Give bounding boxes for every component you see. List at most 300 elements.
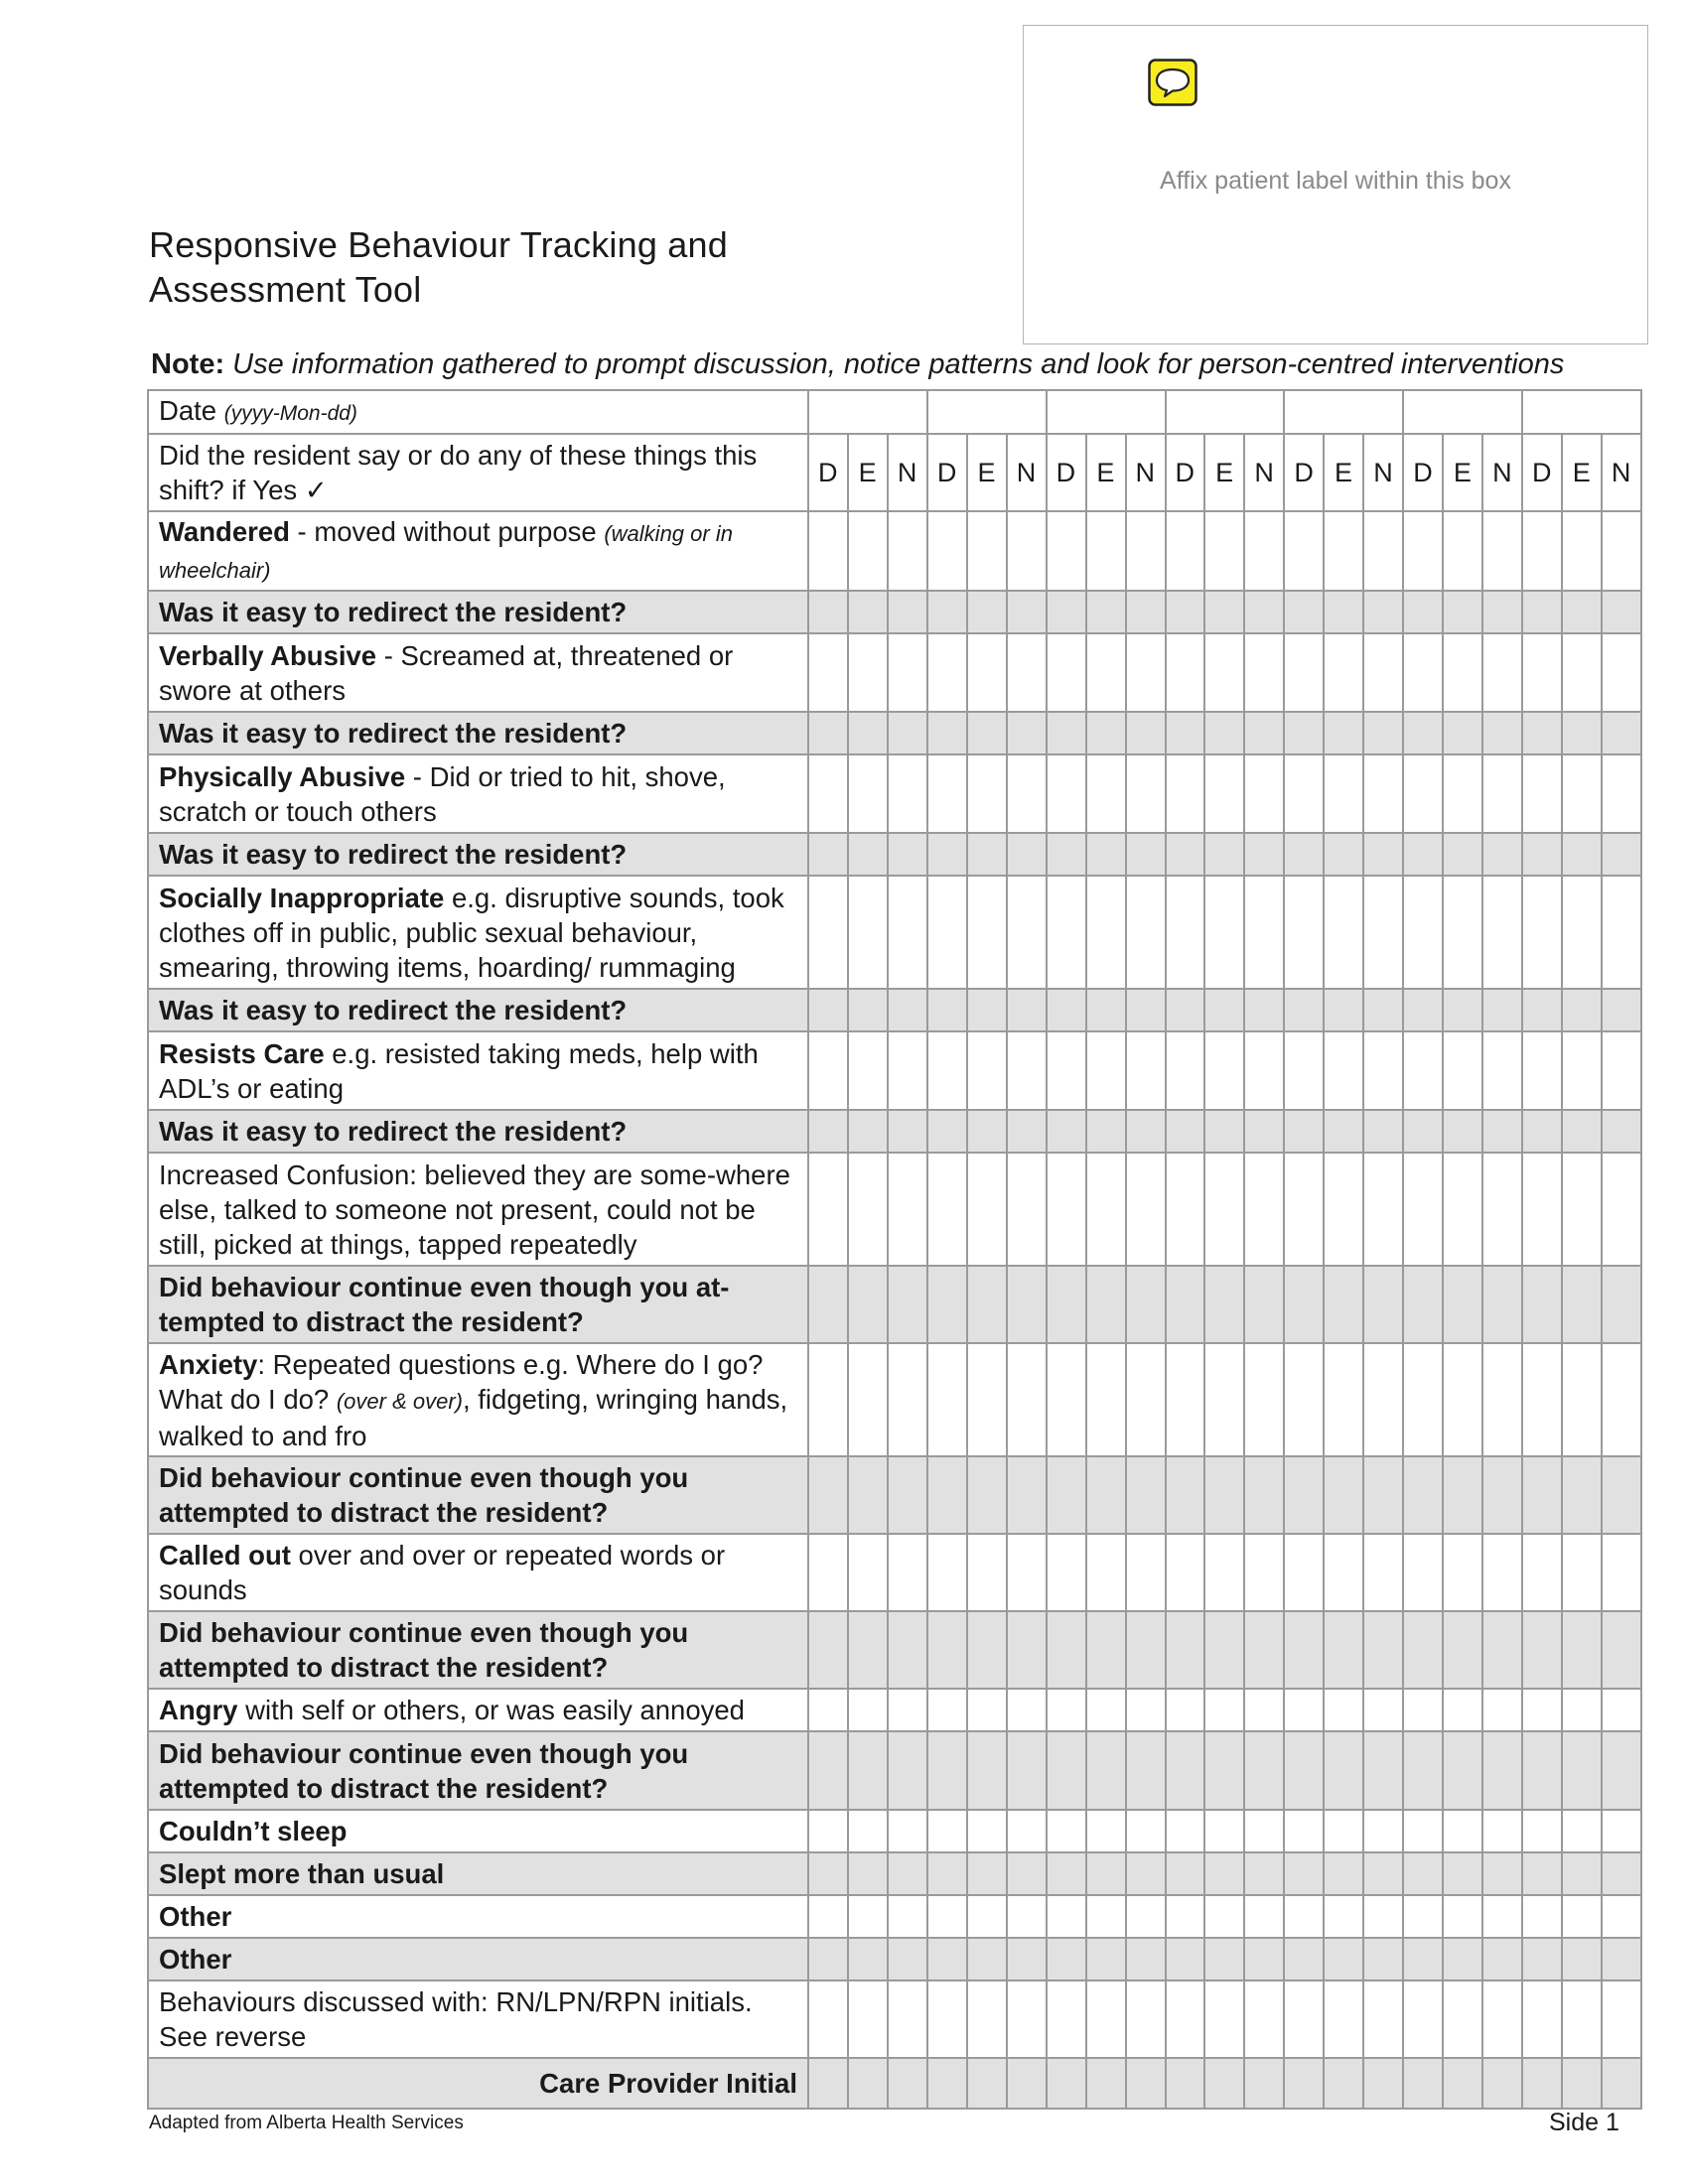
check-cell[interactable] bbox=[1244, 1895, 1284, 1938]
check-cell[interactable] bbox=[1324, 833, 1363, 876]
check-cell[interactable] bbox=[1126, 1266, 1166, 1343]
check-cell[interactable] bbox=[888, 1343, 927, 1456]
check-cell[interactable] bbox=[1086, 1611, 1126, 1689]
check-cell[interactable] bbox=[1086, 1938, 1126, 1980]
check-cell[interactable] bbox=[1284, 633, 1324, 712]
check-cell[interactable] bbox=[1204, 876, 1244, 989]
check-cell[interactable] bbox=[848, 1689, 888, 1731]
check-cell[interactable] bbox=[1482, 1731, 1522, 1810]
check-cell[interactable] bbox=[1602, 591, 1641, 633]
check-cell[interactable] bbox=[1166, 754, 1205, 833]
check-cell[interactable] bbox=[1324, 1456, 1363, 1534]
check-cell[interactable] bbox=[1602, 1456, 1641, 1534]
check-cell[interactable] bbox=[1086, 989, 1126, 1031]
check-cell[interactable] bbox=[1204, 591, 1244, 633]
check-cell[interactable] bbox=[888, 754, 927, 833]
check-cell[interactable] bbox=[808, 1938, 848, 1980]
check-cell[interactable] bbox=[1166, 1456, 1205, 1534]
check-cell[interactable] bbox=[888, 511, 927, 591]
check-cell[interactable] bbox=[1522, 1153, 1562, 1266]
check-cell[interactable] bbox=[1443, 591, 1482, 633]
check-cell[interactable] bbox=[1244, 633, 1284, 712]
check-cell[interactable] bbox=[1562, 1810, 1602, 1852]
check-cell[interactable] bbox=[808, 511, 848, 591]
check-cell[interactable] bbox=[1443, 1110, 1482, 1153]
check-cell[interactable] bbox=[1602, 1731, 1641, 1810]
check-cell[interactable] bbox=[967, 2058, 1007, 2109]
check-cell[interactable] bbox=[1166, 2058, 1205, 2109]
check-cell[interactable] bbox=[1047, 1534, 1086, 1611]
check-cell[interactable] bbox=[1324, 712, 1363, 754]
check-cell[interactable] bbox=[888, 1689, 927, 1731]
check-cell[interactable] bbox=[1166, 876, 1205, 989]
check-cell[interactable] bbox=[888, 876, 927, 989]
check-cell[interactable] bbox=[1482, 1456, 1522, 1534]
check-cell[interactable] bbox=[1363, 876, 1403, 989]
check-cell[interactable] bbox=[1363, 1153, 1403, 1266]
check-cell[interactable] bbox=[1204, 1031, 1244, 1110]
check-cell[interactable] bbox=[1126, 511, 1166, 591]
check-cell[interactable] bbox=[1443, 1852, 1482, 1895]
check-cell[interactable] bbox=[1482, 1153, 1522, 1266]
check-cell[interactable] bbox=[1324, 1153, 1363, 1266]
check-cell[interactable] bbox=[1086, 511, 1126, 591]
check-cell[interactable] bbox=[1482, 1110, 1522, 1153]
check-cell[interactable] bbox=[1007, 1343, 1047, 1456]
check-cell[interactable] bbox=[808, 1110, 848, 1153]
check-cell[interactable] bbox=[1324, 511, 1363, 591]
check-cell[interactable] bbox=[1244, 1731, 1284, 1810]
check-cell[interactable] bbox=[1324, 1110, 1363, 1153]
check-cell[interactable] bbox=[888, 633, 927, 712]
check-cell[interactable] bbox=[1522, 876, 1562, 989]
check-cell[interactable] bbox=[1363, 1810, 1403, 1852]
check-cell[interactable] bbox=[1522, 1731, 1562, 1810]
check-cell[interactable] bbox=[1284, 1153, 1324, 1266]
check-cell[interactable] bbox=[1602, 989, 1641, 1031]
check-cell[interactable] bbox=[927, 1031, 967, 1110]
check-cell[interactable] bbox=[1086, 1895, 1126, 1938]
check-cell[interactable] bbox=[1244, 1689, 1284, 1731]
check-cell[interactable] bbox=[1086, 1031, 1126, 1110]
check-cell[interactable] bbox=[1522, 1852, 1562, 1895]
check-cell[interactable] bbox=[1047, 1456, 1086, 1534]
check-cell[interactable] bbox=[1602, 2058, 1641, 2109]
check-cell[interactable] bbox=[1482, 591, 1522, 633]
check-cell[interactable] bbox=[1403, 633, 1443, 712]
check-cell[interactable] bbox=[1363, 1895, 1403, 1938]
check-cell[interactable] bbox=[967, 1895, 1007, 1938]
check-cell[interactable] bbox=[1363, 1456, 1403, 1534]
check-cell[interactable] bbox=[1126, 1611, 1166, 1689]
check-cell[interactable] bbox=[1086, 1110, 1126, 1153]
check-cell[interactable] bbox=[1166, 1689, 1205, 1731]
check-cell[interactable] bbox=[1363, 1689, 1403, 1731]
check-cell[interactable] bbox=[967, 1031, 1007, 1110]
check-cell[interactable] bbox=[1482, 1852, 1522, 1895]
check-cell[interactable] bbox=[1126, 591, 1166, 633]
check-cell[interactable] bbox=[967, 876, 1007, 989]
check-cell[interactable] bbox=[848, 1456, 888, 1534]
check-cell[interactable] bbox=[1602, 712, 1641, 754]
check-cell[interactable] bbox=[927, 591, 967, 633]
check-cell[interactable] bbox=[927, 754, 967, 833]
check-cell[interactable] bbox=[1166, 712, 1205, 754]
check-cell[interactable] bbox=[1403, 511, 1443, 591]
check-cell[interactable] bbox=[1086, 712, 1126, 754]
check-cell[interactable] bbox=[1204, 1938, 1244, 1980]
check-cell[interactable] bbox=[967, 1266, 1007, 1343]
check-cell[interactable] bbox=[808, 591, 848, 633]
check-cell[interactable] bbox=[967, 1343, 1007, 1456]
check-cell[interactable] bbox=[808, 1343, 848, 1456]
check-cell[interactable] bbox=[848, 712, 888, 754]
check-cell[interactable] bbox=[1126, 1731, 1166, 1810]
check-cell[interactable] bbox=[1562, 989, 1602, 1031]
check-cell[interactable] bbox=[1007, 1110, 1047, 1153]
check-cell[interactable] bbox=[927, 2058, 967, 2109]
check-cell[interactable] bbox=[1047, 712, 1086, 754]
check-cell[interactable] bbox=[1443, 876, 1482, 989]
check-cell[interactable] bbox=[1562, 712, 1602, 754]
check-cell[interactable] bbox=[967, 1689, 1007, 1731]
check-cell[interactable] bbox=[927, 1810, 967, 1852]
check-cell[interactable] bbox=[1443, 1731, 1482, 1810]
check-cell[interactable] bbox=[1007, 989, 1047, 1031]
check-cell[interactable] bbox=[1166, 1611, 1205, 1689]
check-cell[interactable] bbox=[1324, 1534, 1363, 1611]
check-cell[interactable] bbox=[1324, 1731, 1363, 1810]
check-cell[interactable] bbox=[927, 1980, 967, 2058]
check-cell[interactable] bbox=[1204, 989, 1244, 1031]
check-cell[interactable] bbox=[1284, 1810, 1324, 1852]
check-cell[interactable] bbox=[1244, 1852, 1284, 1895]
check-cell[interactable] bbox=[1443, 1343, 1482, 1456]
check-cell[interactable] bbox=[1443, 633, 1482, 712]
check-cell[interactable] bbox=[1244, 1456, 1284, 1534]
check-cell[interactable] bbox=[1284, 876, 1324, 989]
check-cell[interactable] bbox=[1086, 1810, 1126, 1852]
check-cell[interactable] bbox=[1403, 754, 1443, 833]
check-cell[interactable] bbox=[848, 1110, 888, 1153]
check-cell[interactable] bbox=[1244, 1611, 1284, 1689]
check-cell[interactable] bbox=[1086, 1343, 1126, 1456]
check-cell[interactable] bbox=[1482, 1895, 1522, 1938]
check-cell[interactable] bbox=[1602, 1153, 1641, 1266]
check-cell[interactable] bbox=[808, 876, 848, 989]
check-cell[interactable] bbox=[1403, 712, 1443, 754]
check-cell[interactable] bbox=[848, 1938, 888, 1980]
check-cell[interactable] bbox=[1443, 754, 1482, 833]
check-cell[interactable] bbox=[888, 1810, 927, 1852]
check-cell[interactable] bbox=[1284, 754, 1324, 833]
check-cell[interactable] bbox=[927, 876, 967, 989]
check-cell[interactable] bbox=[967, 1456, 1007, 1534]
check-cell[interactable] bbox=[848, 833, 888, 876]
check-cell[interactable] bbox=[1482, 511, 1522, 591]
check-cell[interactable] bbox=[1403, 1031, 1443, 1110]
check-cell[interactable] bbox=[1403, 1343, 1443, 1456]
check-cell[interactable] bbox=[1007, 1689, 1047, 1731]
check-cell[interactable] bbox=[1324, 1852, 1363, 1895]
check-cell[interactable] bbox=[888, 1153, 927, 1266]
check-cell[interactable] bbox=[1602, 1343, 1641, 1456]
check-cell[interactable] bbox=[1522, 833, 1562, 876]
check-cell[interactable] bbox=[1244, 1980, 1284, 2058]
check-cell[interactable] bbox=[1047, 1611, 1086, 1689]
check-cell[interactable] bbox=[967, 1534, 1007, 1611]
check-cell[interactable] bbox=[1244, 1031, 1284, 1110]
check-cell[interactable] bbox=[1482, 1980, 1522, 2058]
check-cell[interactable] bbox=[1522, 1110, 1562, 1153]
check-cell[interactable] bbox=[1086, 754, 1126, 833]
check-cell[interactable] bbox=[1324, 754, 1363, 833]
check-cell[interactable] bbox=[1007, 833, 1047, 876]
check-cell[interactable] bbox=[1126, 1852, 1166, 1895]
check-cell[interactable] bbox=[1403, 833, 1443, 876]
check-cell[interactable] bbox=[848, 633, 888, 712]
check-cell[interactable] bbox=[1086, 876, 1126, 989]
check-cell[interactable] bbox=[848, 1031, 888, 1110]
check-cell[interactable] bbox=[848, 1980, 888, 2058]
check-cell[interactable] bbox=[967, 511, 1007, 591]
check-cell[interactable] bbox=[1047, 1689, 1086, 1731]
check-cell[interactable] bbox=[927, 989, 967, 1031]
check-cell[interactable] bbox=[888, 591, 927, 633]
check-cell[interactable] bbox=[1522, 1456, 1562, 1534]
check-cell[interactable] bbox=[1244, 1938, 1284, 1980]
check-cell[interactable] bbox=[1482, 1611, 1522, 1689]
check-cell[interactable] bbox=[1602, 1938, 1641, 1980]
check-cell[interactable] bbox=[1204, 712, 1244, 754]
check-cell[interactable] bbox=[967, 1731, 1007, 1810]
check-cell[interactable] bbox=[1324, 1895, 1363, 1938]
check-cell[interactable] bbox=[1602, 876, 1641, 989]
check-cell[interactable] bbox=[1166, 1534, 1205, 1611]
check-cell[interactable] bbox=[1482, 2058, 1522, 2109]
check-cell[interactable] bbox=[1086, 1534, 1126, 1611]
check-cell[interactable] bbox=[1284, 1343, 1324, 1456]
check-cell[interactable] bbox=[1047, 591, 1086, 633]
check-cell[interactable] bbox=[1324, 989, 1363, 1031]
check-cell[interactable] bbox=[1086, 633, 1126, 712]
check-cell[interactable] bbox=[1047, 2058, 1086, 2109]
date-entry-cell[interactable] bbox=[1403, 390, 1522, 434]
check-cell[interactable] bbox=[1204, 1895, 1244, 1938]
check-cell[interactable] bbox=[1126, 989, 1166, 1031]
check-cell[interactable] bbox=[927, 1153, 967, 1266]
check-cell[interactable] bbox=[1363, 591, 1403, 633]
check-cell[interactable] bbox=[1166, 1810, 1205, 1852]
check-cell[interactable] bbox=[808, 754, 848, 833]
check-cell[interactable] bbox=[888, 833, 927, 876]
check-cell[interactable] bbox=[1562, 1031, 1602, 1110]
check-cell[interactable] bbox=[1403, 1266, 1443, 1343]
check-cell[interactable] bbox=[927, 1852, 967, 1895]
check-cell[interactable] bbox=[848, 1611, 888, 1689]
check-cell[interactable] bbox=[1086, 1153, 1126, 1266]
check-cell[interactable] bbox=[848, 1810, 888, 1852]
check-cell[interactable] bbox=[1086, 1852, 1126, 1895]
check-cell[interactable] bbox=[967, 1110, 1007, 1153]
check-cell[interactable] bbox=[1443, 1689, 1482, 1731]
check-cell[interactable] bbox=[1204, 1110, 1244, 1153]
check-cell[interactable] bbox=[1403, 1731, 1443, 1810]
check-cell[interactable] bbox=[1126, 1343, 1166, 1456]
check-cell[interactable] bbox=[1403, 1895, 1443, 1938]
date-entry-cell[interactable] bbox=[1047, 390, 1166, 434]
check-cell[interactable] bbox=[1562, 1731, 1602, 1810]
check-cell[interactable] bbox=[1126, 1031, 1166, 1110]
check-cell[interactable] bbox=[1522, 1534, 1562, 1611]
check-cell[interactable] bbox=[1007, 1611, 1047, 1689]
check-cell[interactable] bbox=[1602, 1980, 1641, 2058]
check-cell[interactable] bbox=[1522, 633, 1562, 712]
check-cell[interactable] bbox=[1284, 1895, 1324, 1938]
check-cell[interactable] bbox=[1482, 1343, 1522, 1456]
check-cell[interactable] bbox=[1166, 633, 1205, 712]
check-cell[interactable] bbox=[1363, 1852, 1403, 1895]
check-cell[interactable] bbox=[1562, 754, 1602, 833]
check-cell[interactable] bbox=[1284, 833, 1324, 876]
check-cell[interactable] bbox=[1166, 511, 1205, 591]
check-cell[interactable] bbox=[1562, 511, 1602, 591]
date-entry-cell[interactable] bbox=[927, 390, 1047, 434]
date-entry-cell[interactable] bbox=[808, 390, 927, 434]
check-cell[interactable] bbox=[1363, 633, 1403, 712]
check-cell[interactable] bbox=[1403, 989, 1443, 1031]
check-cell[interactable] bbox=[1522, 712, 1562, 754]
check-cell[interactable] bbox=[1007, 1980, 1047, 2058]
check-cell[interactable] bbox=[1324, 1031, 1363, 1110]
check-cell[interactable] bbox=[1244, 511, 1284, 591]
check-cell[interactable] bbox=[1126, 1153, 1166, 1266]
check-cell[interactable] bbox=[1324, 633, 1363, 712]
check-cell[interactable] bbox=[1363, 754, 1403, 833]
check-cell[interactable] bbox=[1007, 1031, 1047, 1110]
check-cell[interactable] bbox=[1482, 989, 1522, 1031]
check-cell[interactable] bbox=[1482, 1938, 1522, 1980]
check-cell[interactable] bbox=[1522, 511, 1562, 591]
check-cell[interactable] bbox=[808, 1895, 848, 1938]
check-cell[interactable] bbox=[1204, 754, 1244, 833]
check-cell[interactable] bbox=[1284, 1031, 1324, 1110]
check-cell[interactable] bbox=[1403, 1980, 1443, 2058]
check-cell[interactable] bbox=[1126, 833, 1166, 876]
check-cell[interactable] bbox=[1562, 633, 1602, 712]
check-cell[interactable] bbox=[967, 1153, 1007, 1266]
check-cell[interactable] bbox=[1363, 1731, 1403, 1810]
check-cell[interactable] bbox=[848, 989, 888, 1031]
check-cell[interactable] bbox=[848, 1895, 888, 1938]
check-cell[interactable] bbox=[1244, 2058, 1284, 2109]
check-cell[interactable] bbox=[1443, 1534, 1482, 1611]
check-cell[interactable] bbox=[888, 1852, 927, 1895]
check-cell[interactable] bbox=[1007, 2058, 1047, 2109]
check-cell[interactable] bbox=[1602, 754, 1641, 833]
check-cell[interactable] bbox=[927, 712, 967, 754]
check-cell[interactable] bbox=[1007, 591, 1047, 633]
check-cell[interactable] bbox=[1363, 1110, 1403, 1153]
check-cell[interactable] bbox=[888, 1031, 927, 1110]
check-cell[interactable] bbox=[1324, 1810, 1363, 1852]
check-cell[interactable] bbox=[808, 1031, 848, 1110]
check-cell[interactable] bbox=[1562, 1611, 1602, 1689]
check-cell[interactable] bbox=[1522, 754, 1562, 833]
check-cell[interactable] bbox=[1324, 1343, 1363, 1456]
check-cell[interactable] bbox=[1204, 1689, 1244, 1731]
check-cell[interactable] bbox=[1403, 1456, 1443, 1534]
check-cell[interactable] bbox=[1126, 1689, 1166, 1731]
check-cell[interactable] bbox=[1602, 1689, 1641, 1731]
check-cell[interactable] bbox=[1562, 1266, 1602, 1343]
check-cell[interactable] bbox=[1403, 1153, 1443, 1266]
check-cell[interactable] bbox=[888, 1534, 927, 1611]
check-cell[interactable] bbox=[967, 633, 1007, 712]
check-cell[interactable] bbox=[1166, 591, 1205, 633]
check-cell[interactable] bbox=[888, 1938, 927, 1980]
check-cell[interactable] bbox=[1244, 1343, 1284, 1456]
check-cell[interactable] bbox=[1403, 1110, 1443, 1153]
check-cell[interactable] bbox=[1047, 989, 1086, 1031]
check-cell[interactable] bbox=[1363, 1938, 1403, 1980]
check-cell[interactable] bbox=[1403, 1938, 1443, 1980]
check-cell[interactable] bbox=[1562, 1153, 1602, 1266]
check-cell[interactable] bbox=[1562, 1456, 1602, 1534]
check-cell[interactable] bbox=[1562, 1938, 1602, 1980]
check-cell[interactable] bbox=[1324, 1980, 1363, 2058]
check-cell[interactable] bbox=[1602, 1266, 1641, 1343]
check-cell[interactable] bbox=[808, 1534, 848, 1611]
check-cell[interactable] bbox=[1007, 754, 1047, 833]
check-cell[interactable] bbox=[1126, 1938, 1166, 1980]
check-cell[interactable] bbox=[1007, 1895, 1047, 1938]
check-cell[interactable] bbox=[1244, 989, 1284, 1031]
check-cell[interactable] bbox=[808, 633, 848, 712]
check-cell[interactable] bbox=[1284, 591, 1324, 633]
date-entry-cell[interactable] bbox=[1522, 390, 1641, 434]
check-cell[interactable] bbox=[1363, 511, 1403, 591]
check-cell[interactable] bbox=[1482, 633, 1522, 712]
check-cell[interactable] bbox=[1086, 2058, 1126, 2109]
check-cell[interactable] bbox=[1363, 1031, 1403, 1110]
check-cell[interactable] bbox=[1166, 1266, 1205, 1343]
check-cell[interactable] bbox=[1204, 1456, 1244, 1534]
check-cell[interactable] bbox=[967, 712, 1007, 754]
check-cell[interactable] bbox=[1522, 1343, 1562, 1456]
check-cell[interactable] bbox=[1284, 511, 1324, 591]
check-cell[interactable] bbox=[1284, 1534, 1324, 1611]
check-cell[interactable] bbox=[1522, 591, 1562, 633]
check-cell[interactable] bbox=[967, 1938, 1007, 1980]
check-cell[interactable] bbox=[927, 833, 967, 876]
check-cell[interactable] bbox=[1244, 1810, 1284, 1852]
check-cell[interactable] bbox=[1244, 833, 1284, 876]
check-cell[interactable] bbox=[1602, 833, 1641, 876]
check-cell[interactable] bbox=[1047, 1153, 1086, 1266]
check-cell[interactable] bbox=[1562, 591, 1602, 633]
check-cell[interactable] bbox=[1007, 633, 1047, 712]
check-cell[interactable] bbox=[1482, 1031, 1522, 1110]
check-cell[interactable] bbox=[1204, 1852, 1244, 1895]
check-cell[interactable] bbox=[1482, 754, 1522, 833]
check-cell[interactable] bbox=[1047, 876, 1086, 989]
check-cell[interactable] bbox=[927, 1689, 967, 1731]
check-cell[interactable] bbox=[1126, 1895, 1166, 1938]
check-cell[interactable] bbox=[1602, 1810, 1641, 1852]
check-cell[interactable] bbox=[808, 2058, 848, 2109]
check-cell[interactable] bbox=[967, 1852, 1007, 1895]
